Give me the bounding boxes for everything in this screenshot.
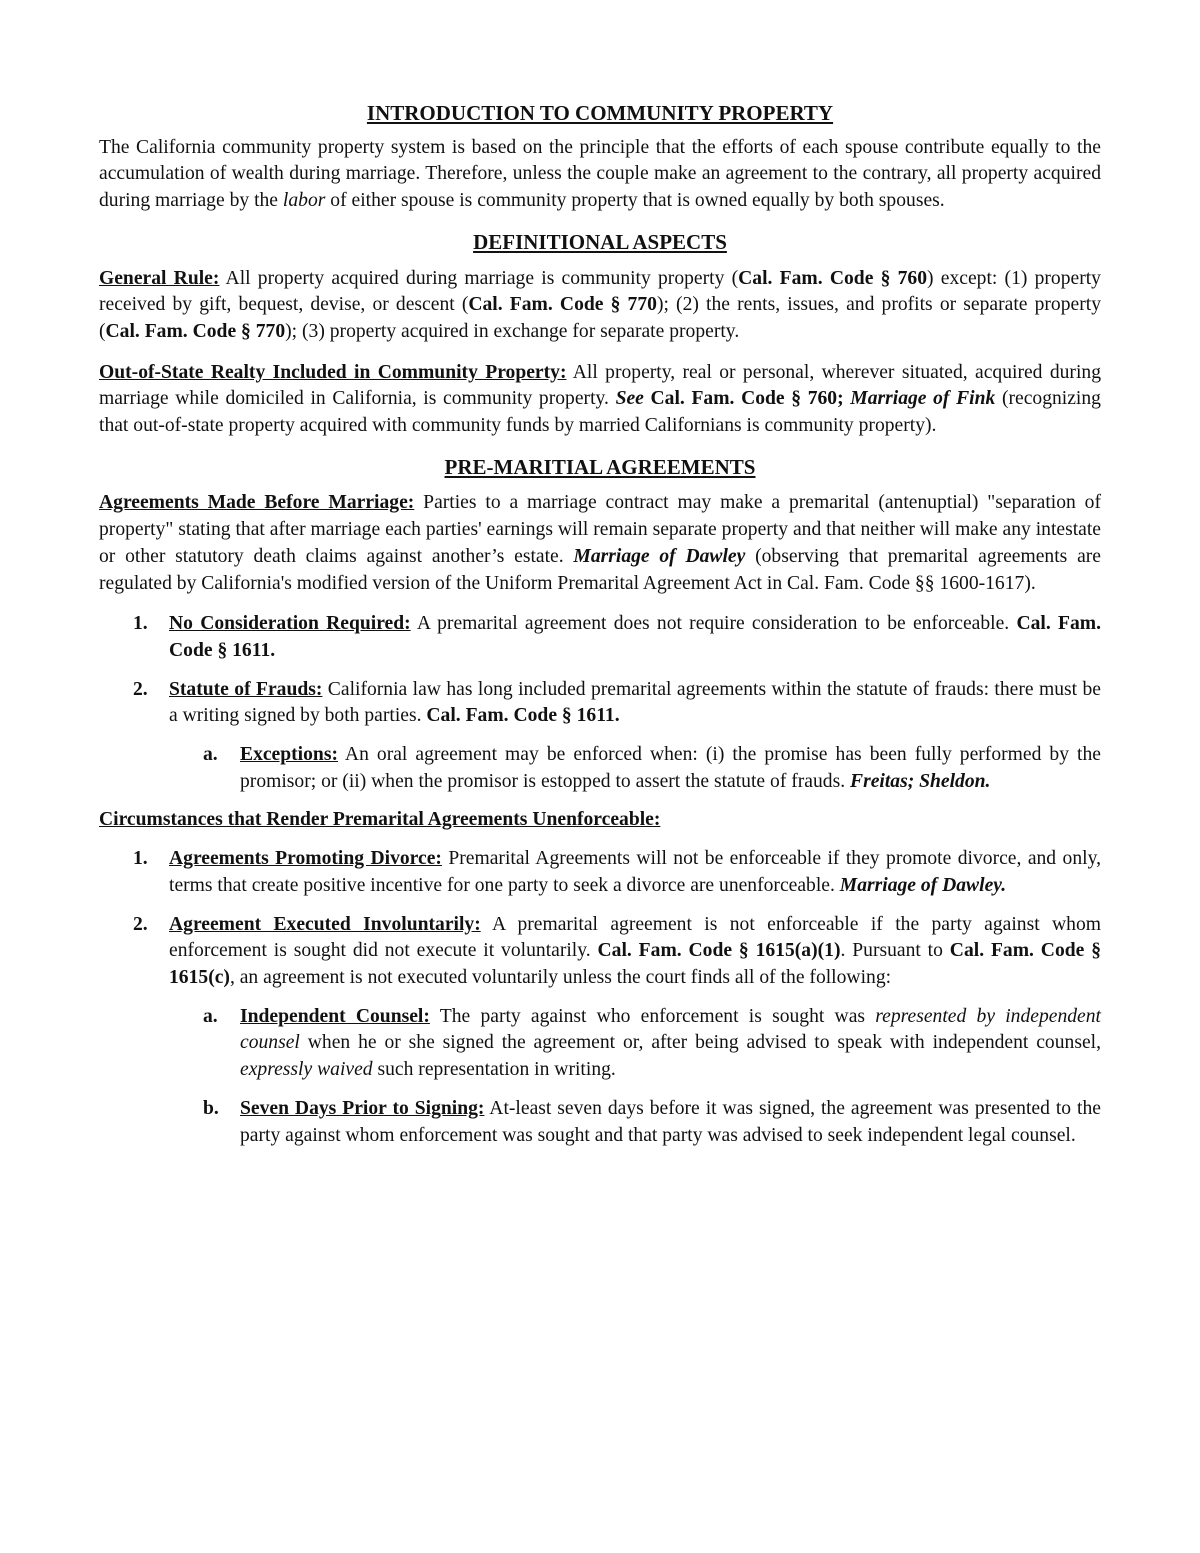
text: . Pursuant to [840, 940, 950, 962]
text: California law has long included premarital agreements within the statute of frauds: there must be a writing signed by both parties. [169, 678, 1101, 727]
citation: Cal. Fam. Code § 760; [643, 388, 844, 410]
list-item [99, 846, 1101, 899]
case-name: Marriage of Dawley [573, 545, 746, 567]
text: such representation in writing. [372, 1059, 616, 1081]
intro-text-end: of either spouse is community property that is owned equally by both spouses. [325, 190, 945, 212]
signal-word: See [615, 388, 644, 410]
text: , an agreement is not executed voluntarily unless the court finds all of the following: [229, 966, 892, 988]
out-of-state-heading: Out-of-State Realty Included in Community Property: [99, 361, 567, 383]
text: ); (3) property acquired in exchange for separate property. [285, 320, 740, 342]
sub-list-item [99, 742, 1101, 795]
text: A premarital agreement does not require consideration to be enforceable. [410, 613, 1017, 635]
text: when he or she signed the agreement or, after being advised to speak with independent counsel, [299, 1032, 1101, 1054]
item-heading: Agreements Promoting Divorce: [169, 848, 442, 870]
citation: Cal. Fam. Code § 1611. [426, 705, 620, 727]
citation: Cal. Fam. Code § 770 [105, 320, 286, 342]
general-rule-heading: General Rule: [99, 267, 220, 289]
list-number: 1. [133, 613, 148, 635]
citation: Cal. Fam. Code § 760 [738, 267, 928, 289]
out-of-state-paragraph [99, 360, 1101, 440]
intro-paragraph [99, 135, 1101, 215]
case-name: Marriage of Dawley. [839, 874, 1007, 896]
text: The party against who enforcement is sought was [429, 1005, 876, 1027]
citation: Cal. Fam. Code § 1615(c) [169, 940, 1101, 988]
subsection-heading: Circumstances that Render Premarital Agreements Unenforceable: [99, 809, 661, 831]
item-heading: Seven Days Prior to Signing: [240, 1097, 485, 1119]
text: ) except: (1) property received by gift, bequest, devise, or descent ( [99, 267, 1101, 316]
section-heading-premarital: PRE-MARITIAL AGREEMENTS [444, 454, 756, 479]
text: ); (2) the rents, issues, and profits or separate property ( [99, 294, 1101, 342]
list-number: 1. [133, 848, 148, 870]
item-heading: No Consideration Required: [169, 613, 411, 635]
citation: Cal. Fam. Code § 1615(a)(1) [597, 940, 841, 962]
citation: Cal. Fam. Code § 770 [468, 294, 657, 316]
list-number: 2. [133, 913, 148, 935]
list-letter: a. [203, 744, 218, 766]
case-name: Freitas; Sheldon. [850, 770, 991, 792]
item-heading: Statute of Frauds: [169, 678, 323, 700]
list-item [99, 912, 1101, 992]
unenforceable-heading [99, 807, 1101, 834]
citation: Cal. Fam. Code § 1611. [169, 613, 1101, 661]
item-heading: Agreement Executed Involuntarily: [169, 913, 481, 935]
section-heading-definitional: DEFINITIONAL ASPECTS [473, 229, 727, 254]
text: Premarital Agreements will not be enforceable if they promote divorce, and only, terms that create positive incentive for one party to seek a divorce are unenforceable. [169, 848, 1101, 896]
list-item [99, 611, 1101, 664]
page-title: INTRODUCTION TO COMMUNITY PROPERTY [366, 101, 834, 125]
before-marriage-heading: Agreements Made Before Marriage: [99, 492, 415, 514]
text: All property, real or personal, wherever situated, acquired during marriage while domiciled in California, is community property. [99, 361, 1101, 410]
text: (recognizing that out-of-state property acquired with community funds by married Californians is community property). [99, 388, 1101, 437]
item-heading: Exceptions: [240, 744, 338, 766]
item-heading: Independent Counsel: [240, 1005, 430, 1027]
list-item [99, 677, 1101, 730]
sub-list-item [99, 1004, 1101, 1084]
list-letter: a. [203, 1005, 218, 1027]
list-number: 2. [133, 678, 148, 700]
before-marriage-paragraph [99, 490, 1101, 597]
list-letter: b. [203, 1097, 219, 1119]
intro-emphasis: labor [282, 190, 326, 212]
emphasis: represented by independent counsel [240, 1005, 1101, 1054]
text: Parties to a marriage contract may make a premarital (antenuptial) "separation of property" stating that after marriage each parties' earnings will remain separate property and that neither will make any intestate or other statutory death claims against another’s estate. [99, 492, 1101, 567]
text: At-least seven days before it was signed, the agreement was presented to the party against whom enforcement was sought and that party was advised to seek independent legal counsel. [240, 1097, 1101, 1146]
emphasis: expressly waived [240, 1059, 373, 1081]
text: (observing that premarital agreements are regulated by California's modified version of the Uniform Premarital Agreement Act in Cal. Fam. Code §§ 1600-1617). [99, 545, 1101, 594]
text: All property acquired during marriage is community property ( [219, 267, 739, 289]
sub-list-item [99, 1096, 1101, 1149]
intro-text: The California community property system is based on the principle that the efforts of each spouse contribute equally to the accumulation of wealth during marriage. Therefore, unless the couple make an agreement to the contrary, all property acquired during marriage by the [99, 136, 1101, 212]
text: A premarital agreement is not enforceable if the party against whom enforcement is sought did not execute it voluntarily. [169, 913, 1101, 962]
case-name: Marriage of Fink [843, 388, 996, 410]
text: An oral agreement may be enforced when: (i) the promise has been fully performed by the promisor; or (ii) when the promisor is estopped to assert the statute of frauds. [240, 744, 1101, 792]
document-page [99, 100, 1101, 1161]
general-rule-paragraph [99, 266, 1101, 346]
